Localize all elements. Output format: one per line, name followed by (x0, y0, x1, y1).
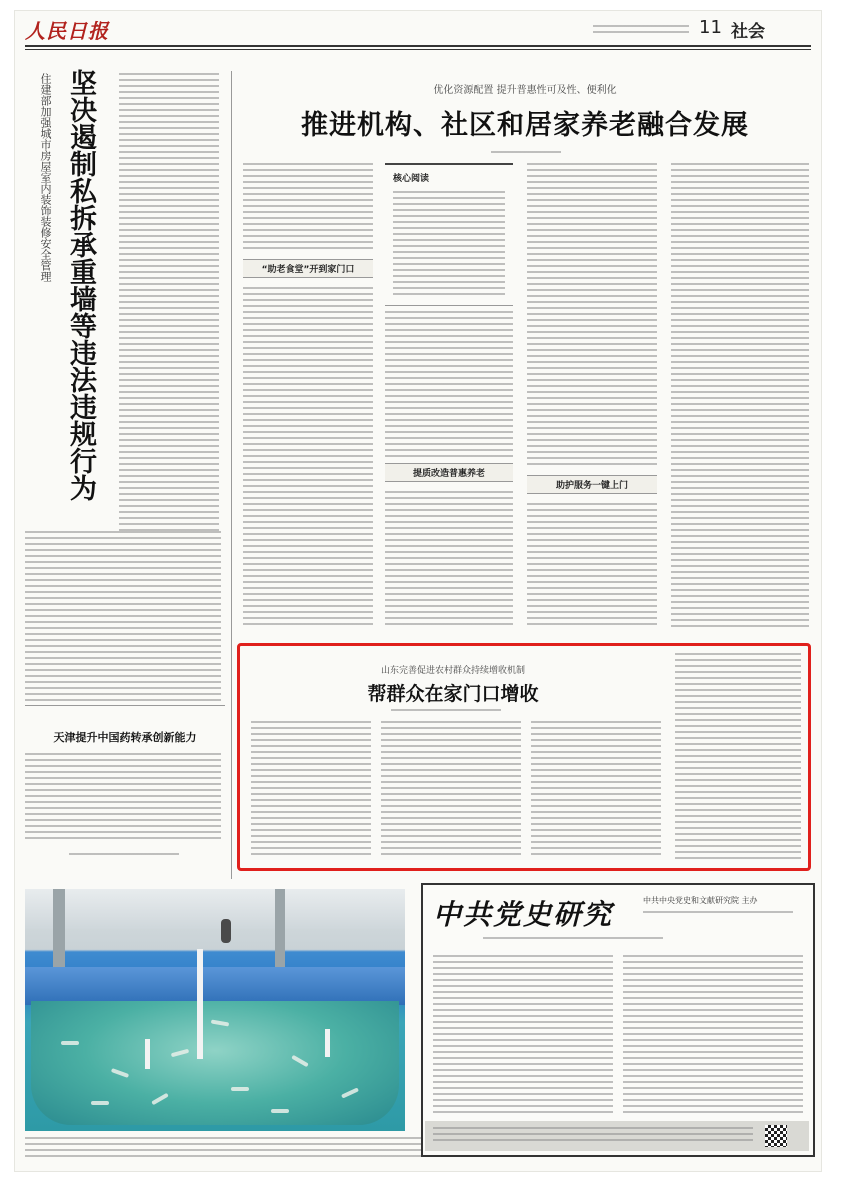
pool-water (31, 1001, 399, 1125)
fish (231, 1087, 249, 1091)
journal-ad (421, 883, 815, 1157)
ad-footer (425, 1121, 809, 1151)
ad-contents-left (433, 955, 613, 1115)
column-divider (231, 71, 232, 879)
newspaper-logo: 人民日报 (25, 19, 109, 43)
ad-footer-text (433, 1127, 753, 1145)
masthead (15, 11, 821, 45)
left-brief-text (25, 753, 221, 839)
worker-figure (221, 919, 231, 943)
core-reading-title: 核心阅读 (393, 174, 430, 184)
highlight-byline (391, 709, 501, 715)
fish (61, 1041, 79, 1045)
fish (111, 1068, 129, 1078)
lead-article-headline: 推进机构、社区和居家养老融合发展 (301, 110, 749, 141)
photo-pillar (275, 889, 285, 969)
masthead-rule-thin (25, 49, 811, 50)
lead-subhead-1: “助老食堂”开到家门口 (243, 259, 373, 278)
aerator-pipe (197, 949, 203, 1059)
lead-text-col1 (243, 163, 373, 253)
journal-issue (483, 937, 663, 943)
highlight-text-col1 (251, 721, 371, 859)
photo-ceiling (25, 889, 405, 929)
lead-text-col3 (527, 163, 657, 469)
lead-text-col4 (671, 163, 809, 627)
masthead-rule (25, 45, 811, 47)
highlight-article-headline: 帮群众在家门口增收 (367, 683, 539, 705)
journal-subline (643, 911, 793, 917)
fish (271, 1109, 289, 1113)
fish (291, 1055, 309, 1067)
highlight-text-col2 (381, 721, 521, 859)
fish (151, 1093, 169, 1105)
divider (25, 705, 225, 706)
fish (211, 1019, 229, 1026)
section-name: 社会 (731, 22, 765, 42)
photo-pillar (53, 889, 65, 969)
ad-contents-right (623, 955, 803, 1115)
highlight-text-col4 (675, 653, 801, 859)
page-number: 11 (699, 17, 722, 38)
fish (341, 1087, 359, 1098)
newspaper-page (14, 10, 822, 1172)
lead-article-kicker: 优化资源配置 提升普惠性可及性、便利化 (433, 85, 617, 96)
lead-text-col2b (385, 491, 513, 627)
journal-title: 中共党史研究 (433, 898, 614, 931)
highlight-text-col3 (531, 721, 661, 859)
lead-article-byline (491, 151, 561, 157)
aerator-pipe (145, 1039, 150, 1069)
left-article-subhead: 住建部加强城市房屋室内装饰装修安全管理 (39, 73, 52, 282)
core-reading-text (393, 191, 505, 299)
lead-subhead-2: 提质改造普惠养老 (385, 463, 513, 482)
core-reading-box (385, 163, 513, 306)
fish-farm-photo (25, 889, 405, 1131)
lead-text-col1b (243, 287, 373, 627)
fish (171, 1049, 189, 1058)
pool-wall (25, 967, 405, 1005)
left-article-text-body (25, 531, 221, 701)
highlight-article-kicker: 山东完善促进农村群众持续增收机制 (380, 666, 525, 676)
lead-subhead-3: 助护服务一键上门 (527, 475, 657, 494)
lead-text-col2 (385, 311, 513, 457)
left-article-headline: 坚决遏制私拆承重墙等违法违规行为 (65, 69, 96, 501)
qr-code-icon (765, 1125, 787, 1147)
fish (91, 1101, 109, 1105)
journal-tagline: 中共中央党史和文献研究院 主办 (643, 896, 758, 905)
lead-text-col3b (527, 503, 657, 627)
left-brief-headline: 天津提升中国药转承创新能力 (53, 731, 197, 744)
left-article-text-col1 (119, 73, 219, 533)
dateline (593, 25, 689, 33)
aerator-pipe (325, 1029, 330, 1057)
left-brief-byline (69, 853, 179, 859)
